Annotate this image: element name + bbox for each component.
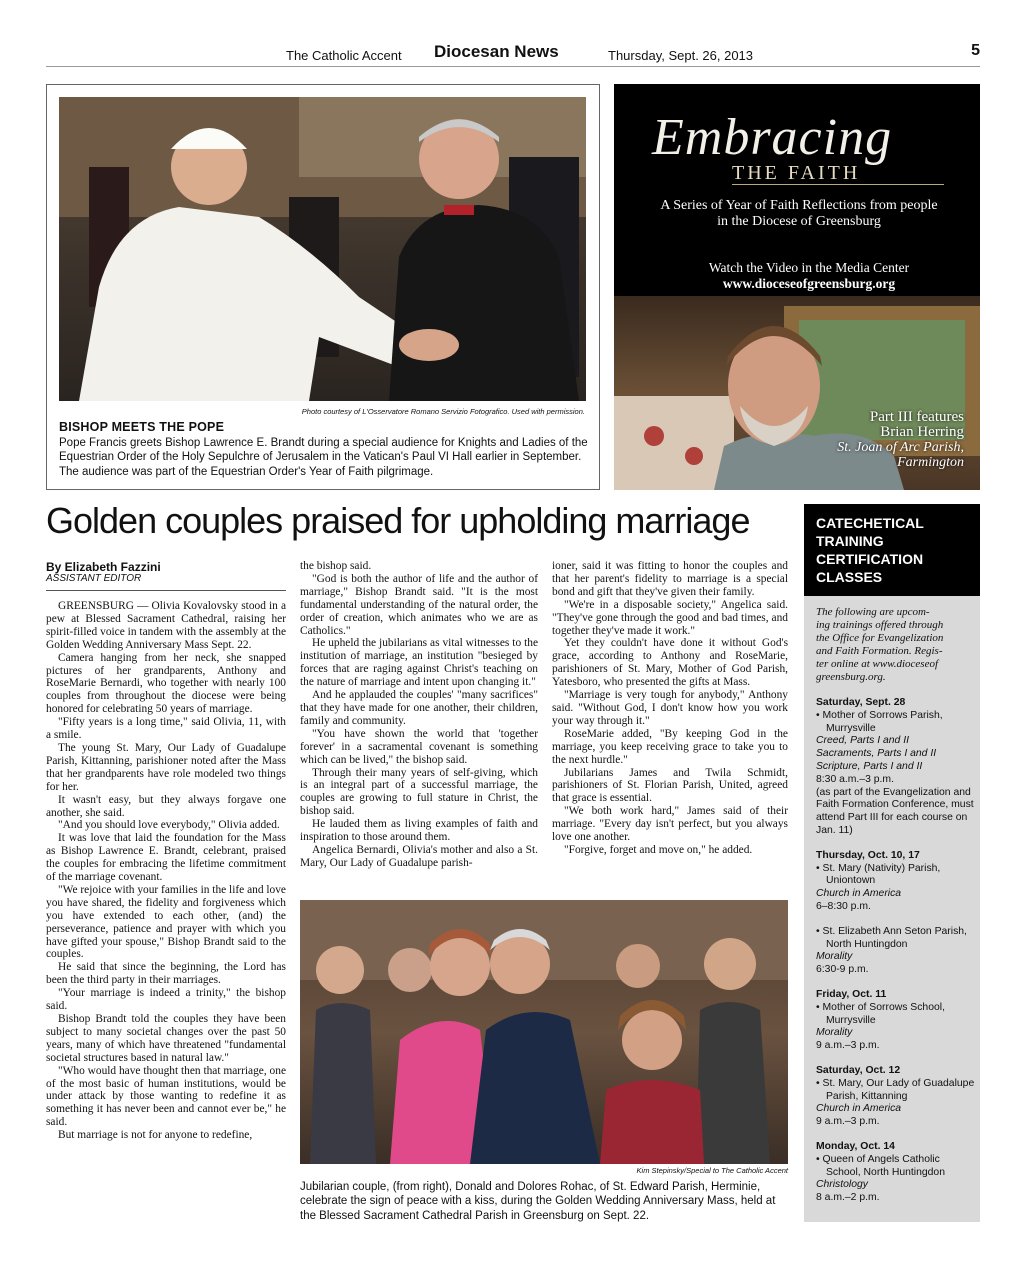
paragraph: But marriage is not for anyone to redefine,: [58, 1129, 253, 1142]
publication-name: The Catholic Accent: [286, 48, 402, 63]
paragraph: "Who would have thought then that marriage, one of the most basic of human institutions, would be under attack by those wanting to redefine it as something it has never been and cannot ever be," he said.: [46, 1064, 286, 1129]
schedule-day: Saturday, Oct. 12: [816, 1064, 901, 1076]
sidebar-title: CATECHETICAL TRAINING CERTIFICATION CLASSES: [816, 515, 924, 585]
paragraph: "We're in a disposable society," Angelica said. "They've gone through the good and bad times, and together they've made it work.": [552, 598, 788, 637]
paragraph: the bishop said.: [300, 560, 372, 572]
byline: By Elizabeth Fazzini: [46, 560, 161, 574]
sidebar-header: [804, 504, 980, 596]
paragraph: Bishop Brandt told the couples they have been subject to many societal changes over the past 50 years, many of which have threatened "fundamental societal structures based in natural law.": [46, 1013, 286, 1064]
schedule-time: 9 a.m.–3 p.m.: [816, 1116, 880, 1128]
schedule-course: Morality: [816, 951, 853, 963]
paragraph: "Fifty years is a long time," said Olivia, 11, with a smile.: [46, 716, 286, 742]
schedule-course: Morality: [816, 1027, 853, 1039]
paragraph: "We both work hard," James said of their marriage. "Every day isn't perfect, but you always love one another.: [552, 805, 788, 844]
schedule-course: Scripture, Parts I and II: [816, 760, 923, 772]
promo-url-link[interactable]: www.dioceseofgreensburg.org: [722, 276, 896, 291]
schedule-course: Church in America: [816, 888, 902, 900]
paragraph: And he applauded the couples' "many sacrifices" that they have made for one another, their children, family and community.: [300, 689, 538, 727]
sidebar-intro-line: ing trainings offered through: [816, 619, 944, 631]
schedule-day: Monday, Oct. 14: [816, 1140, 895, 1152]
schedule-location: • St. Mary, Our Lady of Guadalupe Parish, Kittanning: [816, 1078, 976, 1104]
paragraph: He lauded them as living examples of faith and inspiration to those around them.: [300, 818, 538, 844]
schedule-course: Creed, Parts I and II: [816, 735, 909, 747]
paragraph: Yet they couldn't have done it without God's grace, according to Anthony and RoseMarie, parishioners of St. Mary, Mother of God Parish, Yatesboro, who presented the gifts at Mass.: [552, 637, 788, 689]
schedule-location: • Mother of Sorrows Parish, Murrysville: [816, 710, 976, 736]
paragraph: Angelica Bernardi, Olivia's mother and also a St. Mary, Our Lady of Guadalupe parish-: [300, 843, 538, 869]
schedule-course: Church in America: [816, 1103, 902, 1115]
paragraph: GREENSBURG — Olivia Kovalovsky stood in a pew at Blessed Sacrament Cathedral, raising her spirit-filled voice in tandem with the assembly at the Golden Wedding Anniversary Mass Sept. 22.: [46, 600, 286, 651]
schedule-day: Friday, Oct. 11: [816, 988, 887, 1000]
promo-description: A Series of Year of Faith Reflections from people in the Diocese of Greensburg: [660, 198, 938, 229]
paragraph: It was love that laid the foundation for the Mass as Bishop Lawrence E. Brandt, celebrant, praised the couples for embracing the lifetime commitment of the marriage covenant.: [46, 832, 286, 884]
schedule-location: • Mother of Sorrows School, Murrysville: [816, 1002, 976, 1028]
schedule-course: Sacraments, Parts I and II: [816, 748, 937, 760]
paragraph: "Your marriage is indeed a trinity," the bishop said.: [46, 987, 286, 1013]
paragraph: Through their many years of self-giving, which is an integral part of a successful marriage, the couples are growing to full stature in Christ, the bishop said.: [300, 766, 538, 818]
schedule-location: • St. Mary (Nativity) Parish, Uniontown: [816, 863, 976, 889]
article-column-2: [300, 560, 538, 870]
jubilarian-couple-photo: [300, 900, 788, 1164]
promo-feature-town: Farmington: [897, 455, 964, 470]
paragraph: Camera hanging from her neck, she snapped pictures of her grandparents, Anthony and RoseMarie Bernardi, who together with nearly 100 couples from throughout the diocese were being honored for celebrating 50 years of marriage.: [46, 651, 286, 716]
page-number: 5: [971, 42, 980, 59]
section-name: Diocesan News: [434, 42, 559, 61]
caption-heading: BISHOP MEETS THE POPE: [59, 420, 225, 434]
paragraph: "Forgive, forget and move on," he added.: [564, 843, 753, 856]
promo-feature-parish: St. Joan of Arc Parish,: [837, 440, 964, 455]
pope-photo-box: [46, 84, 600, 490]
schedule-time: 9 a.m.–3 p.m.: [816, 1040, 880, 1052]
paragraph: The young St. Mary, Our Lady of Guadalupe Parish, Kittanning, parishioner noted after the Mass that her grandparents have role modeled two things for her.: [46, 741, 286, 793]
article-column-1: [46, 600, 286, 1142]
photo-credit: Photo courtesy of L'Osservatore Romano Servizio Fotografico. Used with permission.: [301, 407, 585, 416]
sidebar-intro-line: The following are upcom-: [816, 606, 930, 618]
sidebar-intro-line: greensburg.org.: [816, 671, 886, 683]
paragraph: "You have shown the world that 'together forever' in a sacramental covenant is something which can be lived," the bishop said.: [300, 727, 538, 766]
schedule-location: • Queen of Angels Catholic School, North Huntingdon: [816, 1154, 976, 1180]
photo-caption: Pope Francis greets Bishop Lawrence E. Brandt during a special audience for Knights and Ladies of the Equestrian Order of the Holy Sepulchre of Jerusalem in the Vatican's Paul VI Hall earlier in September. The audience was part of the Equestrian Order's Year of Faith pilgrimage.: [59, 437, 588, 478]
issue-date: Thursday, Sept. 26, 2013: [608, 48, 754, 63]
masthead: [46, 40, 980, 67]
article-column-3: [552, 560, 788, 857]
embracing-faith-promo: [614, 84, 980, 490]
schedule-day: Thursday, Oct. 10, 17: [816, 849, 920, 861]
promo-divider: [732, 184, 944, 185]
promo-feature-name: Brian Herring: [880, 424, 964, 440]
paragraph: Jubilarians James and Twila Schmidt, parishioners of St. Florian Parish, United, agreed that grace is essential.: [552, 766, 788, 805]
schedule-time: 8:30 a.m.–3 p.m.: [816, 773, 894, 785]
jubilarian-couple-illustration: [300, 900, 788, 1164]
sidebar-schedule: [816, 697, 976, 1205]
pope-photo-illustration: [59, 97, 586, 401]
schedule-time: 6:30-9 p.m.: [816, 964, 869, 976]
schedule-time: 8 a.m.–2 p.m.: [816, 1192, 880, 1204]
catechetical-sidebar: [804, 504, 980, 1222]
sidebar-intro: [816, 606, 970, 684]
byline-divider: [46, 590, 286, 591]
promo-watch: [654, 260, 964, 292]
article-headline: Golden couples praised for upholding marriage: [46, 500, 750, 541]
promo-watch-text: Watch the Video in the Media Center: [708, 260, 910, 275]
paragraph: "Marriage is very tough for anybody," Anthony said. "Without God, I don't know how you work your way through it.": [552, 689, 788, 727]
sidebar-intro-line: and Faith Formation. Regis-: [816, 645, 943, 657]
paragraph: RoseMarie added, "By keeping God in the marriage, you keep receiving grace to take you to the next hurdle.": [552, 727, 788, 766]
schedule-note: (as part of the Evangelization and Faith Formation Conference, must attend Part III for each course on Jan. 11): [816, 786, 974, 836]
promo-feature: [837, 410, 964, 470]
paragraph: "We rejoice with your families in the life and love you have shared, the fidelity and forgiveness which you have extended to each other, (and) the perseverance, patience and prayer with which you have gifted your spouse," Bishop Brandt said to the couples.: [46, 883, 286, 961]
schedule-location: • St. Elizabeth Ann Seton Parish, North Huntingdon: [816, 926, 976, 952]
promo-title: Embracing: [652, 109, 893, 166]
paragraph: It wasn't easy, but they always forgave one another, she said.: [46, 793, 286, 819]
sidebar-intro-line: the Office for Evangelization: [816, 632, 944, 644]
paragraph: He said that since the beginning, the Lord has been the third party in their marriages.: [46, 961, 286, 987]
paragraph: "And you should love everybody," Olivia added.: [58, 819, 280, 832]
schedule-day: Saturday, Sept. 28: [816, 697, 906, 708]
schedule-time: 6–8:30 p.m.: [816, 900, 871, 912]
paragraph: ioner, said it was fitting to honor the couples and that her parent's fidelity to marriage is a special bond and gift that they've given their family.: [552, 560, 788, 598]
photo-credit-2: Kim Stepinsky/Special to The Catholic Accent: [636, 1166, 788, 1175]
paragraph: "God is both the author of life and the author of marriage," Bishop Brandt said. "It is the most fundamental understanding of the natural order, the order of creation, which animates who we are as Catholics.": [300, 572, 538, 637]
sidebar-intro-line: ter online at www.dioceseof: [816, 658, 939, 670]
schedule-course: Christology: [816, 1179, 868, 1191]
paragraph: He upheld the jubilarians as vital witnesses to the institution of marriage, an institution "besieged by forces that are raging against Christ's teaching on the nature of marriage and intent upon changing it.": [300, 637, 538, 689]
photo-caption-2: Jubilarian couple, (from right), Donald and Dolores Rohac, of St. Edward Parish, Herminie, celebrate the sign of peace with a kiss, during the Golden Wedding Anniversary Mass, held at the Blessed Sacrament Cathedral Parish in Greensburg on Sept. 22.: [300, 1181, 776, 1222]
byline-role: ASSISTANT EDITOR: [46, 573, 142, 584]
promo-feature-part: Part III features: [869, 409, 964, 425]
pope-photo: [59, 97, 586, 401]
promo-subtitle: THE FAITH: [732, 162, 861, 184]
